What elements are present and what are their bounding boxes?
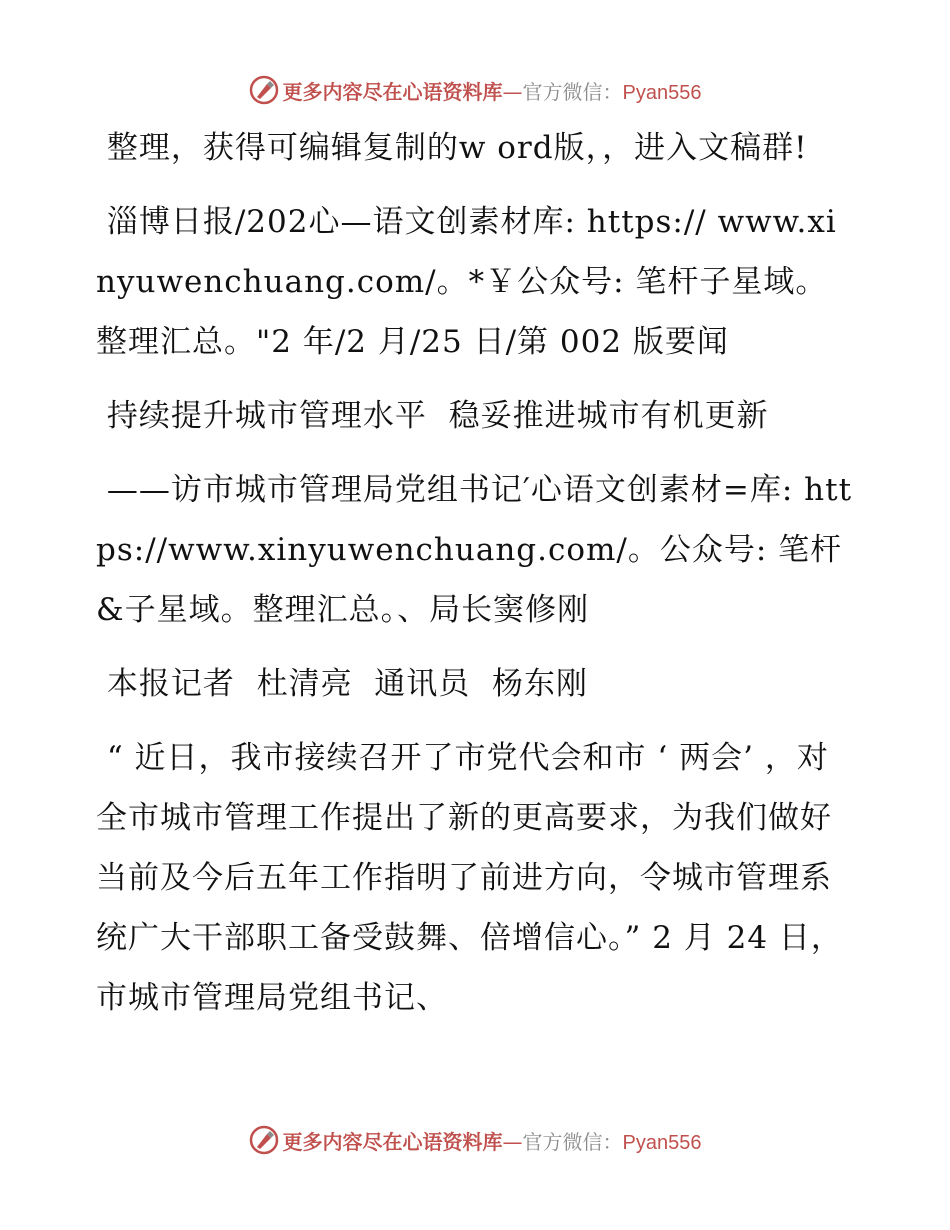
header-banner	[0, 70, 950, 110]
footer-banner	[0, 1120, 950, 1160]
article-subtitle: ——访市城市管理局党组书记′心语文创素材=库: https://www.xinyuwenchuang.com/。公众号: 笔杆&子星域。整理汇总。、局长窦修刚	[96, 472, 853, 628]
document-body	[96, 118, 856, 1042]
banner-wechat-id: Pyan556	[622, 1131, 702, 1154]
banner-dash: —	[502, 79, 523, 104]
banner-wechat-id: Pyan556	[622, 81, 702, 104]
banner-wechat-label: 官方微信：	[522, 79, 623, 104]
paragraph-body: “ 近日，我市接续召开了市党代会和市 ‘ 两会’ ，对全市城市管理工作提出了新的更高要求，为我们做好当前及今后五年工作指明了前进方向，令城市管理系统广大干部职工备受鼓舞、倍增信心。” 2 月 24 日，市城市管理局党组书记、	[96, 740, 843, 1016]
banner-main-text: 更多内容尽在心语资料库	[282, 1129, 503, 1154]
article-title: 持续提升城市管理水平 稳妥推进城市有机更新	[96, 398, 769, 434]
article-byline: 本报记者 杜清亮 通讯员 杨东刚	[96, 666, 588, 702]
banner-main-text: 更多内容尽在心语资料库	[282, 79, 503, 104]
paragraph-intro: 整理，获得可编辑复制的w ord版，，进入文稿群!	[96, 130, 808, 166]
banner-wechat-label: 官方微信：	[522, 1129, 623, 1154]
paragraph-source: 淄博日报/202心—语文创素材库: https:// www.xinyuwenchuang.com/。*￥公众号: 笔杆子星域。整理汇总。"2 年/2 月/25 日/第 002 版要闻	[96, 204, 837, 360]
banner-dash: —	[502, 1129, 523, 1154]
pen-nib-logo-icon	[249, 75, 279, 105]
pen-nib-logo-icon	[249, 1125, 279, 1155]
